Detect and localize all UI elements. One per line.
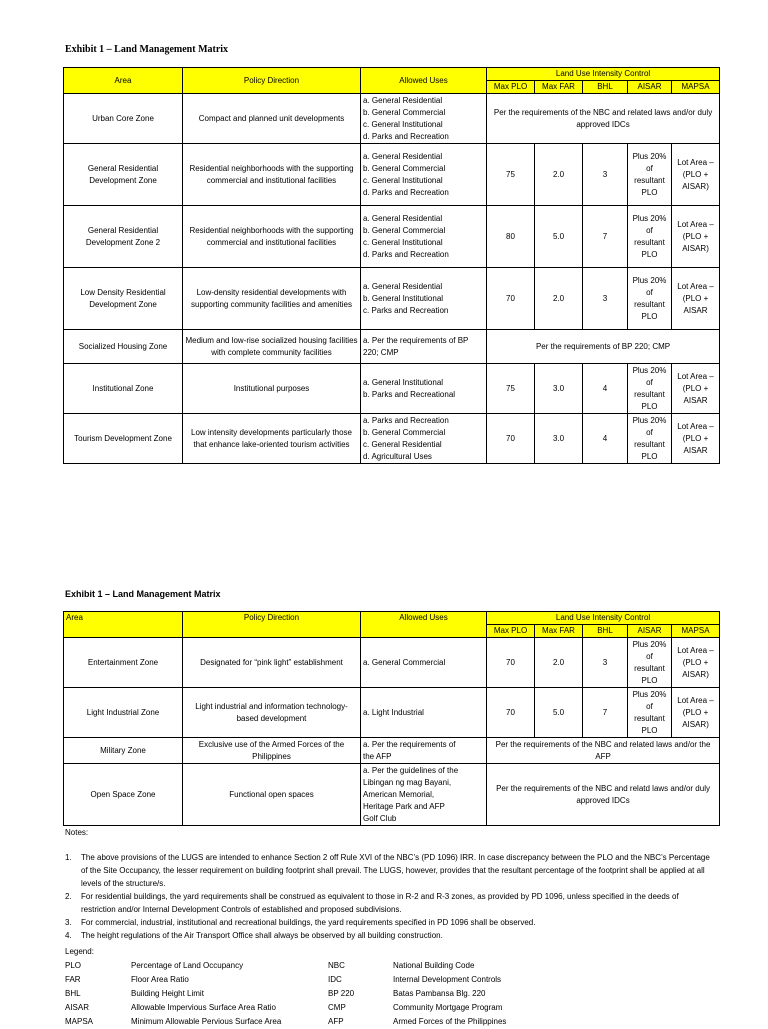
note-text: For commercial, industrial, institutional and recreational buildings, the yard requirements specified in PD 1096 shall be observed. — [81, 918, 536, 927]
max-far-value: 2.0 — [535, 144, 583, 206]
allowed-use-item: a. Per the requirements of — [363, 739, 456, 749]
land-management-table-1 — [63, 67, 720, 464]
header-bhl: BHL — [583, 81, 628, 94]
zone-area: Military Zone — [64, 738, 183, 764]
legend-definition: Building Height Limit — [131, 989, 204, 998]
allowed-use-item: c. General Institutional — [363, 175, 443, 185]
legend-section — [65, 945, 573, 1029]
legend-label: Legend: — [65, 947, 94, 956]
allowed-use-item: c. General Institutional — [363, 119, 443, 129]
note-number: 1. — [65, 853, 72, 862]
bhl-value: 3 — [583, 638, 628, 688]
legend-definition: Community Mortgage Program — [393, 1003, 503, 1012]
legend-abbrev: NBC — [328, 961, 345, 970]
aisar-value: Plus 20% of resultant PLO — [628, 688, 672, 738]
zone-area: Urban Core Zone — [64, 94, 183, 144]
legend-definition: Floor Area Ratio — [131, 975, 189, 984]
policy-direction: Light industrial and information technology-based development — [183, 688, 361, 738]
max-far-value: 2.0 — [535, 268, 583, 330]
allowed-use-item: a. General Residential — [363, 151, 443, 161]
legend-definition: National Building Code — [393, 961, 475, 970]
legend-abbrev: BHL — [65, 989, 81, 998]
mapsa-value: Lot Area – (PLO + AISAR — [672, 364, 720, 414]
policy-direction: Low-density residential developments with supporting community facilities and amenities — [183, 268, 361, 330]
header-aisar: AISAR — [628, 81, 672, 94]
legend-row — [65, 973, 573, 987]
header-bhl: BHL — [583, 625, 628, 638]
policy-direction: Exclusive use of the Armed Forces of the Philippines — [183, 738, 361, 764]
allowed-use-item: c. General Institutional — [363, 237, 443, 247]
header-uses: Allowed Uses — [361, 68, 487, 94]
legend-abbrev: PLO — [65, 961, 82, 970]
intensity-requirements: Per the requirements of the NBC and related laws and/or the AFP — [487, 738, 720, 764]
max-far-value: 5.0 — [535, 688, 583, 738]
table-row — [64, 414, 720, 464]
legend-abbrev: FAR — [65, 975, 81, 984]
zone-area: Open Space Zone — [64, 764, 183, 826]
allowed-use-item: a. Per the guidelines of the — [363, 765, 459, 775]
notes-section — [65, 826, 715, 942]
zone-area: Low Density Residential Development Zone — [64, 268, 183, 330]
exhibit-title: Exhibit 1 – Land Management Matrix — [65, 44, 229, 55]
legend-definition: Internal Development Controls — [393, 975, 502, 984]
table-row — [64, 364, 720, 414]
header-policy: Policy Direction — [183, 612, 361, 638]
allowed-uses — [361, 688, 487, 738]
allowed-use-item: d. Parks and Recreation — [363, 131, 449, 141]
allowed-uses — [361, 764, 487, 826]
allowed-use-item: the AFP — [363, 751, 392, 761]
policy-direction: Residential neighborhoods with the supporting commercial and institutional facilities — [183, 206, 361, 268]
table-row — [64, 638, 720, 688]
land-management-table-2 — [63, 611, 720, 826]
allowed-use-item: b. General Commercial — [363, 107, 446, 117]
policy-direction: Institutional purposes — [183, 364, 361, 414]
header-area: Area — [64, 612, 183, 638]
allowed-uses — [361, 414, 487, 464]
bhl-value: 3 — [583, 268, 628, 330]
allowed-use-item: Heritage Park and AFP — [363, 801, 445, 811]
legend-abbrev: AFP — [328, 1017, 344, 1026]
allowed-use-item: b. General Commercial — [363, 225, 446, 235]
aisar-value: Plus 20% of resultant PLO — [628, 268, 672, 330]
header-max-far: Max FAR — [535, 81, 583, 94]
legend-definition: Allowable Impervious Surface Area Ratio — [131, 1003, 276, 1012]
zone-area: General Residential Development Zone — [64, 144, 183, 206]
legend-abbrev: BP 220 — [328, 989, 355, 998]
policy-direction: Residential neighborhoods with the supporting commercial and institutional facilities — [183, 144, 361, 206]
table-row — [64, 268, 720, 330]
legend-row — [65, 1001, 573, 1015]
note-text: The above provisions of the LUGS are intended to enhance Section 2 off Rule XVI of the NBC’s (PD 1096) IRR. In case discrepancy between the PLO and the NBC’s Percentage of the Site Occupancy, the lesser requirement on building footprint shall prevail. The LUGS, however, provides that the resultant percentage of the footprint shall be applied at all levels of the structure/s. — [81, 853, 710, 888]
max-plo-value: 75 — [487, 364, 535, 414]
header-intensity: Land Use Intensity Control — [487, 68, 720, 81]
mapsa-value: Lot Area – (PLO + AISAR) — [672, 638, 720, 688]
aisar-value: Plus 20% of resultant PLO — [628, 414, 672, 464]
allowed-use-item: a. General Residential — [363, 213, 443, 223]
allowed-uses — [361, 330, 487, 364]
max-far-value: 5.0 — [535, 206, 583, 268]
allowed-use-item: b. General Institutional — [363, 293, 444, 303]
legend-abbrev: MAPSA — [65, 1017, 94, 1026]
table-row — [64, 764, 720, 826]
note-item — [65, 929, 715, 942]
allowed-uses — [361, 738, 487, 764]
allowed-use-item: b. Parks and Recreational — [363, 389, 456, 399]
zone-area: Tourism Development Zone — [64, 414, 183, 464]
allowed-use-item: a. Per the requirements of BP — [363, 335, 469, 345]
zone-area: Socialized Housing Zone — [64, 330, 183, 364]
allowed-use-item: a. Parks and Recreation — [363, 415, 449, 425]
bhl-value: 4 — [583, 414, 628, 464]
policy-direction: Designated for “pink light” establishment — [183, 638, 361, 688]
allowed-use-item: a. General Residential — [363, 95, 443, 105]
note-number: 4. — [65, 931, 72, 940]
note-text: The height regulations of the Air Transport Office shall always be observed by all building construction. — [81, 931, 443, 940]
legend-row — [65, 987, 573, 1001]
note-number: 2. — [65, 892, 72, 901]
note-item — [65, 890, 715, 916]
allowed-use-item: Libingan ng mag Bayani, — [363, 777, 452, 787]
allowed-use-item: d. Agricultural Uses — [363, 451, 432, 461]
note-number: 3. — [65, 918, 72, 927]
exhibit-title-2: Exhibit 1 – Land Management Matrix — [65, 589, 221, 599]
allowed-use-item: d. Parks and Recreation — [363, 187, 449, 197]
allowed-use-item: c. Parks and Recreation — [363, 305, 449, 315]
allowed-use-item: a. General Residential — [363, 281, 443, 291]
legend-definition: Armed Forces of the Philippines — [393, 1017, 507, 1026]
max-far-value: 3.0 — [535, 414, 583, 464]
zone-area: General Residential Development Zone 2 — [64, 206, 183, 268]
header-max-far: Max FAR — [535, 625, 583, 638]
allowed-uses — [361, 364, 487, 414]
header-aisar: AISAR — [628, 625, 672, 638]
allowed-uses — [361, 94, 487, 144]
allowed-uses — [361, 144, 487, 206]
mapsa-value: Lot Area – (PLO + AISAR) — [672, 206, 720, 268]
header-max-plo: Max PLO — [487, 81, 535, 94]
allowed-use-item: a. General Institutional — [363, 377, 444, 387]
allowed-uses — [361, 638, 487, 688]
table-row — [64, 94, 720, 144]
intensity-requirements: Per the requirements of the NBC and relatd laws and/or duly approved IDCs — [487, 764, 720, 826]
max-plo-value: 80 — [487, 206, 535, 268]
table-row — [64, 206, 720, 268]
allowed-use-item: Golf Club — [363, 813, 397, 823]
zone-area: Entertainment Zone — [64, 638, 183, 688]
policy-direction: Medium and low-rise socialized housing facilities with complete community facilities — [183, 330, 361, 364]
header-policy: Policy Direction — [183, 68, 361, 94]
header-max-plo: Max PLO — [487, 625, 535, 638]
notes-label: Notes: — [65, 828, 89, 837]
allowed-use-item: d. Parks and Recreation — [363, 249, 449, 259]
legend-definition: Percentage of Land Occupancy — [131, 961, 244, 970]
allowed-use-item: 220; CMP — [363, 347, 399, 357]
max-far-value: 3.0 — [535, 364, 583, 414]
bhl-value: 7 — [583, 688, 628, 738]
legend-abbrev: IDC — [328, 975, 342, 984]
mapsa-value: Lot Area – (PLO + AISAR — [672, 414, 720, 464]
legend-abbrev: AISAR — [65, 1003, 90, 1012]
max-plo-value: 75 — [487, 144, 535, 206]
allowed-uses — [361, 206, 487, 268]
bhl-value: 3 — [583, 144, 628, 206]
policy-direction: Low intensity developments particularly those that enhance lake-oriented tourism activities — [183, 414, 361, 464]
intensity-requirements: Per the requirements of BP 220; CMP — [487, 330, 720, 364]
allowed-use-item: b. General Commercial — [363, 427, 446, 437]
aisar-value: Plus 20% of resultant PLO — [628, 144, 672, 206]
header-mapsa: MAPSA — [672, 81, 720, 94]
table-row — [64, 688, 720, 738]
max-plo-value: 70 — [487, 268, 535, 330]
table-row — [64, 738, 720, 764]
header-intensity: Land Use Intensity Control — [487, 612, 720, 625]
aisar-value: Plus 20% of resultant PLO — [628, 364, 672, 414]
zone-area: Light Industrial Zone — [64, 688, 183, 738]
allowed-uses — [361, 268, 487, 330]
allowed-use-item: c. General Residential — [363, 439, 442, 449]
allowed-use-item: a. Light Industrial — [363, 707, 424, 717]
legend-row — [65, 1015, 573, 1029]
max-plo-value: 70 — [487, 688, 535, 738]
allowed-use-item: b. General Commercial — [363, 163, 446, 173]
legend-abbrev: CMP — [328, 1003, 346, 1012]
max-plo-value: 70 — [487, 638, 535, 688]
policy-direction: Compact and planned unit developments — [183, 94, 361, 144]
header-mapsa: MAPSA — [672, 625, 720, 638]
intensity-requirements: Per the requirements of the NBC and related laws and/or duly approved IDCs — [487, 94, 720, 144]
header-area: Area — [64, 68, 183, 94]
table-row — [64, 144, 720, 206]
policy-direction: Functional open spaces — [183, 764, 361, 826]
legend-definition: Batas Pambansa Blg. 220 — [393, 989, 486, 998]
allowed-use-item: American Memorial, — [363, 789, 435, 799]
header-uses: Allowed Uses — [361, 612, 487, 638]
note-text: For residential buildings, the yard requirements shall be construed as equivalent to those in R-2 and R-3 zones, as provided by PD 1096, unless specified in the deeds of restriction and/or Internal Development Controls of established and proposed subdivisions. — [81, 892, 679, 914]
mapsa-value: Lot Area – (PLO + AISAR — [672, 268, 720, 330]
note-item — [65, 851, 715, 890]
max-far-value: 2.0 — [535, 638, 583, 688]
bhl-value: 4 — [583, 364, 628, 414]
max-plo-value: 70 — [487, 414, 535, 464]
note-item — [65, 916, 715, 929]
zone-area: Institutional Zone — [64, 364, 183, 414]
mapsa-value: Lot Area – (PLO + AISAR) — [672, 144, 720, 206]
legend-definition: Minimum Allowable Pervious Surface Area — [131, 1017, 282, 1026]
aisar-value: Plus 20% of resultant PLO — [628, 638, 672, 688]
legend-row — [65, 959, 573, 973]
table-row — [64, 330, 720, 364]
mapsa-value: Lot Area – (PLO + AISAR) — [672, 688, 720, 738]
allowed-use-item: a. General Commercial — [363, 657, 446, 667]
aisar-value: Plus 20% of resultant PLO — [628, 206, 672, 268]
bhl-value: 7 — [583, 206, 628, 268]
